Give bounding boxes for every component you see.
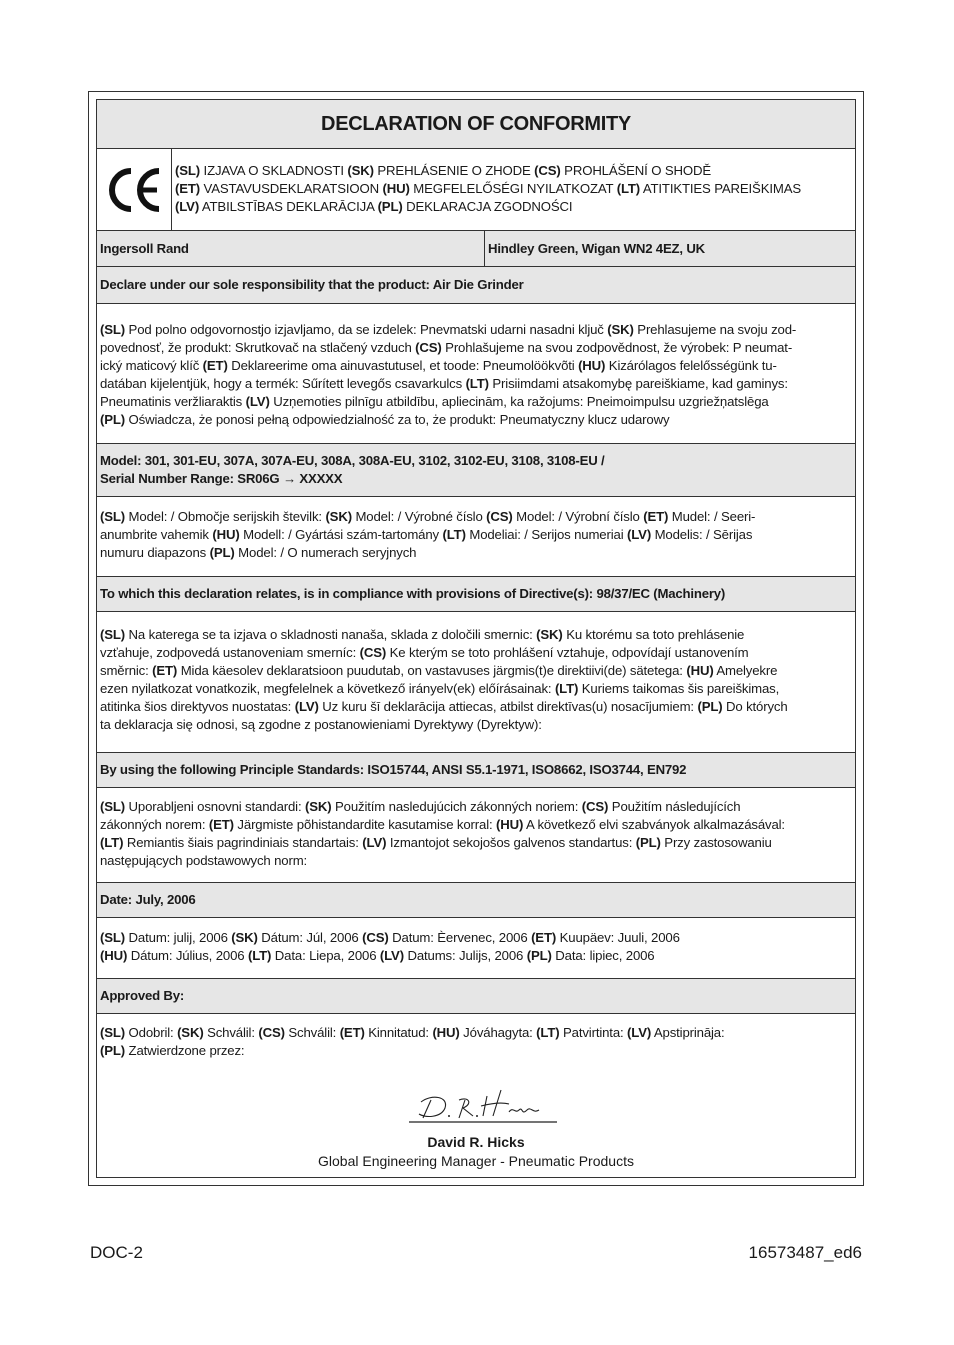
language-code: (PL) [526, 948, 552, 963]
standards-row [97, 753, 855, 788]
text-line: (LV) ATBILSTĪBAS DEKLARĀCIJA (PL) DEKLARACJA ZGODNOŚCI [175, 199, 573, 214]
language-code: (SK) [177, 1025, 204, 1040]
footer-edition-number: 16573487_ed6 [748, 1243, 862, 1262]
directive-translations [97, 626, 855, 734]
text-line: ezen nyilatkozat vonatkozik, megfelelnek a következő irányelv(ek) előírásainak: (LT) Kuriems taikomas šis pareiškimas, [100, 681, 780, 696]
language-code: (CS) [534, 163, 561, 178]
declaration-table [96, 99, 856, 1178]
language-code: (LV) [627, 1025, 652, 1040]
language-code: (ET) [643, 509, 669, 524]
approved-by-label: Approved By: [100, 988, 185, 1003]
text-line: (PL) Zatwierdzone przez: [100, 1043, 245, 1058]
page-title: DECLARATION OF CONFORMITY [321, 112, 631, 135]
text-line: numuru diapazons (PL) Model: / O numerach seryjnych [100, 545, 417, 560]
product-translations [97, 321, 855, 429]
language-code: (HU) [212, 527, 240, 542]
text-line: (SL) IZJAVA O SKLADNOSTI (SK) PREHLÁSENIE O ZHODE (CS) PROHLÁŠENÍ O SHODĚ [175, 163, 711, 178]
language-code: (SK) [536, 627, 563, 642]
text-line: (SL) Na katerega se ta izjava o skladnosti nanaša, sklada z določili smernic: (SK) Ku ktorému sa toto prehlásenie [100, 627, 745, 642]
language-code: (HU) [432, 1025, 460, 1040]
language-code: (SK) [304, 799, 332, 814]
text-line: (SL) Uporabljeni osnovni standardi: (SK) Použitím nasledujúcich zákonných noriem: (CS) Použitím následujících [100, 799, 741, 814]
language-code: (CS) [359, 645, 387, 660]
date-row [97, 883, 855, 918]
signature-area [97, 1014, 855, 1190]
standards-translations-row [97, 788, 855, 883]
directive-statement: To which this declaration relates, is in compliance with provisions of Directive(s): 98/37/EC (Machinery) [100, 586, 726, 601]
text-line: Pneumatinis veržliaraktis (LV) Uzņemoties pilnīgu atbildību, apliecinām, ka ražojums: Pneimoimpulsu uzgriežņatslēga [100, 394, 769, 409]
language-code: (SL) [100, 627, 126, 642]
date-translations [97, 929, 855, 965]
ce-mark-icon [104, 166, 164, 214]
text-line: następujących podstawowych norm: [100, 853, 308, 868]
footer-document-code: DOC-2 [90, 1243, 143, 1262]
product-translations-row [97, 304, 855, 444]
language-code: (SK) [325, 509, 352, 524]
language-code: (LT) [616, 181, 641, 196]
title-translations [172, 149, 804, 230]
language-code: (HU) [686, 663, 714, 678]
language-code: (SK) [347, 163, 374, 178]
standards-statement: By using the following Principle Standards: ISO15744, ANSI S5.1-1971, ISO8662, ISO3744, EN792 [100, 762, 687, 777]
language-code: (CS) [362, 930, 389, 945]
text-line: (SL) Pod polno odgovornostjo izjavljamo, da se izdelek: Pnevmatski udarni nasadni ključ (SK) Prehlasujeme na svoju zod- [100, 322, 797, 337]
date-translations-row [97, 918, 855, 979]
language-code: (HU) [578, 358, 606, 373]
language-code: (HU) [496, 817, 524, 832]
product-declaration-row [97, 267, 855, 304]
text-line: (SL) Model: / Območje serijskih številk: (SK) Model: / Výrobné číslo (CS) Model: / Výrobní číslo (ET) Mudel: / Seeri- [100, 509, 756, 524]
language-code: (LT) [442, 527, 466, 542]
text-line: ta deklaracja się odnosi, są zgodne z postanowieniami Dyrektywy (Dyrektyw): [100, 717, 542, 732]
serial-number-range: Serial Number Range: SR06G → XXXXX [100, 471, 343, 486]
text-line: anumbrite vahemik (HU) Modell: / Gyártási szám-tartomány (LT) Modeliai: / Serijos numeriai (LV) Modelis: / Sērijas [100, 527, 753, 542]
language-code: (LV) [294, 699, 319, 714]
language-code: (SL) [100, 509, 126, 524]
text-line: ický maticový klíč (ET) Deklareerime oma ainuvastutusel, et toode: Pneumolöökvõti (HU) Kizárólagos felelősségünk tu- [100, 358, 777, 373]
language-code: (CS) [415, 340, 442, 355]
title-row [97, 100, 855, 149]
ce-mark-cell [97, 149, 172, 230]
text-line: směrnic: (ET) Mida käesolev deklaratsioon puudutab, on vastavuses järgmis(t)e direktiivi(de) sätetega: (HU) Amelyekre [100, 663, 778, 678]
model-row [97, 444, 855, 497]
manufacturer-row [97, 231, 855, 267]
language-code: (PL) [635, 835, 661, 850]
language-code: (ET) [175, 181, 201, 196]
declaration-outer-frame [88, 91, 864, 1186]
language-code: (ET) [531, 930, 557, 945]
language-code: (HU) [382, 181, 410, 196]
language-code: (CS) [581, 799, 609, 814]
text-line: (SL) Odobril: (SK) Schválil: (CS) Schválil: (ET) Kinnitatud: (HU) Jóváhagyta: (LT) Patvirtinta: (LV) Apstiprināja: [100, 1025, 725, 1040]
language-code: (ET) [208, 817, 234, 832]
model-list: Model: 301, 301-EU, 307A, 307A-EU, 308A, 308A-EU, 3102, 3102-EU, 3108, 3108-EU / [100, 453, 605, 468]
language-code: (LV) [175, 199, 200, 214]
approved-row [97, 979, 855, 1014]
standards-translations [97, 798, 855, 870]
text-line: atitinka šios direktyvos nuostatas: (LV) Uz kuru šī deklarācija attiecas, atbilst direktīvas(u) nosacījumiem: (PL) Do których [100, 699, 788, 714]
language-code: (SL) [100, 799, 126, 814]
language-code: (LV) [627, 527, 652, 542]
language-code: (PL) [100, 412, 126, 427]
language-code: (CS) [486, 509, 513, 524]
language-code: (LV) [362, 835, 387, 850]
language-code: (LT) [465, 376, 489, 391]
language-code: (SK) [231, 930, 258, 945]
text-line: datában kijelentjük, hogy a termék: Sűrített levegős csavarkulcs (LT) Prisiimdami atsakomybę pareiškiame, kad gaminys: [100, 376, 788, 391]
approved-translations [97, 1014, 855, 1060]
signer-name: David R. Hicks [427, 1134, 525, 1150]
text-line: (HU) Dátum: Július, 2006 (LT) Data: Liepa, 2006 (LV) Datums: Julijs, 2006 (PL) Data: lipiec, 2006 [100, 948, 655, 963]
declaration-date: Date: July, 2006 [100, 892, 196, 907]
language-code: (ET) [152, 663, 178, 678]
language-code: (PL) [100, 1043, 126, 1058]
language-code: (LT) [100, 835, 124, 850]
language-code: (LT) [554, 681, 579, 696]
language-code: (SK) [607, 322, 634, 337]
model-translations [97, 508, 855, 562]
language-code: (PL) [697, 699, 723, 714]
language-code: (LV) [245, 394, 270, 409]
language-code: (PL) [209, 545, 235, 560]
manufacturer-name: Ingersoll Rand [97, 231, 485, 266]
directive-translations-row [97, 612, 855, 753]
text-line: vzťahuje, zodpovedá ustanoveniam smerníc: (CS) Ke kterým se toto prohlášení vztahuje, odpovídají ustanovením [100, 645, 749, 660]
language-code: (ET) [339, 1025, 365, 1040]
text-line: povednosť, že produkt: Skrutkovač na stlačený vzduch (CS) Prohlašujeme na svou zodpovědnost, že výrobek: P neumat- [100, 340, 793, 355]
text-line: (PL) Oświadcza, że ponosi pełną odpowiedzialność za to, że produkt: Pneumatyczny klucz udarowy [100, 412, 670, 427]
product-declaration: Declare under our sole responsibility that the product: Air Die Grinder [100, 277, 524, 292]
manufacturer-address: Hindley Green, Wigan WN2 4EZ, UK [488, 240, 705, 256]
signature-image [409, 1088, 557, 1128]
language-code: (LT) [247, 948, 272, 963]
model-translations-row [97, 497, 855, 577]
text-line: (SL) Datum: julij, 2006 (SK) Dátum: Júl, 2006 (CS) Datum: Èervenec, 2006 (ET) Kuupäev: Juuli, 2006 [100, 930, 680, 945]
language-code: (SL) [100, 322, 126, 337]
language-code: (HU) [100, 948, 128, 963]
text-line: (ET) VASTAVUSDEKLARATSIOON (HU) MEGFELELŐSÉGI NYILATKOZAT (LT) ATITIKTIES PAREIŠKIMAS [175, 181, 801, 196]
signer-title: Global Engineering Manager - Pneumatic Products [318, 1153, 634, 1169]
language-code: (SL) [100, 1025, 126, 1040]
text-line: zákonných norem: (ET) Järgmiste põhistandardite kasutamise korral: (HU) A következő elvi szabványok alkalmazásával: [100, 817, 785, 832]
language-code: (LV) [379, 948, 404, 963]
language-code: (SL) [175, 163, 201, 178]
ce-row [97, 149, 855, 231]
directive-row [97, 577, 855, 612]
language-code: (CS) [258, 1025, 285, 1040]
text-line: (LT) Remiantis šiais pagrindiniais standartais: (LV) Izmantojot sekojošos galvenos standartus: (PL) Przy zastosowaniu [100, 835, 772, 850]
language-code: (LT) [536, 1025, 560, 1040]
language-code: (SL) [100, 930, 126, 945]
language-code: (PL) [377, 199, 403, 214]
language-code: (ET) [202, 358, 228, 373]
